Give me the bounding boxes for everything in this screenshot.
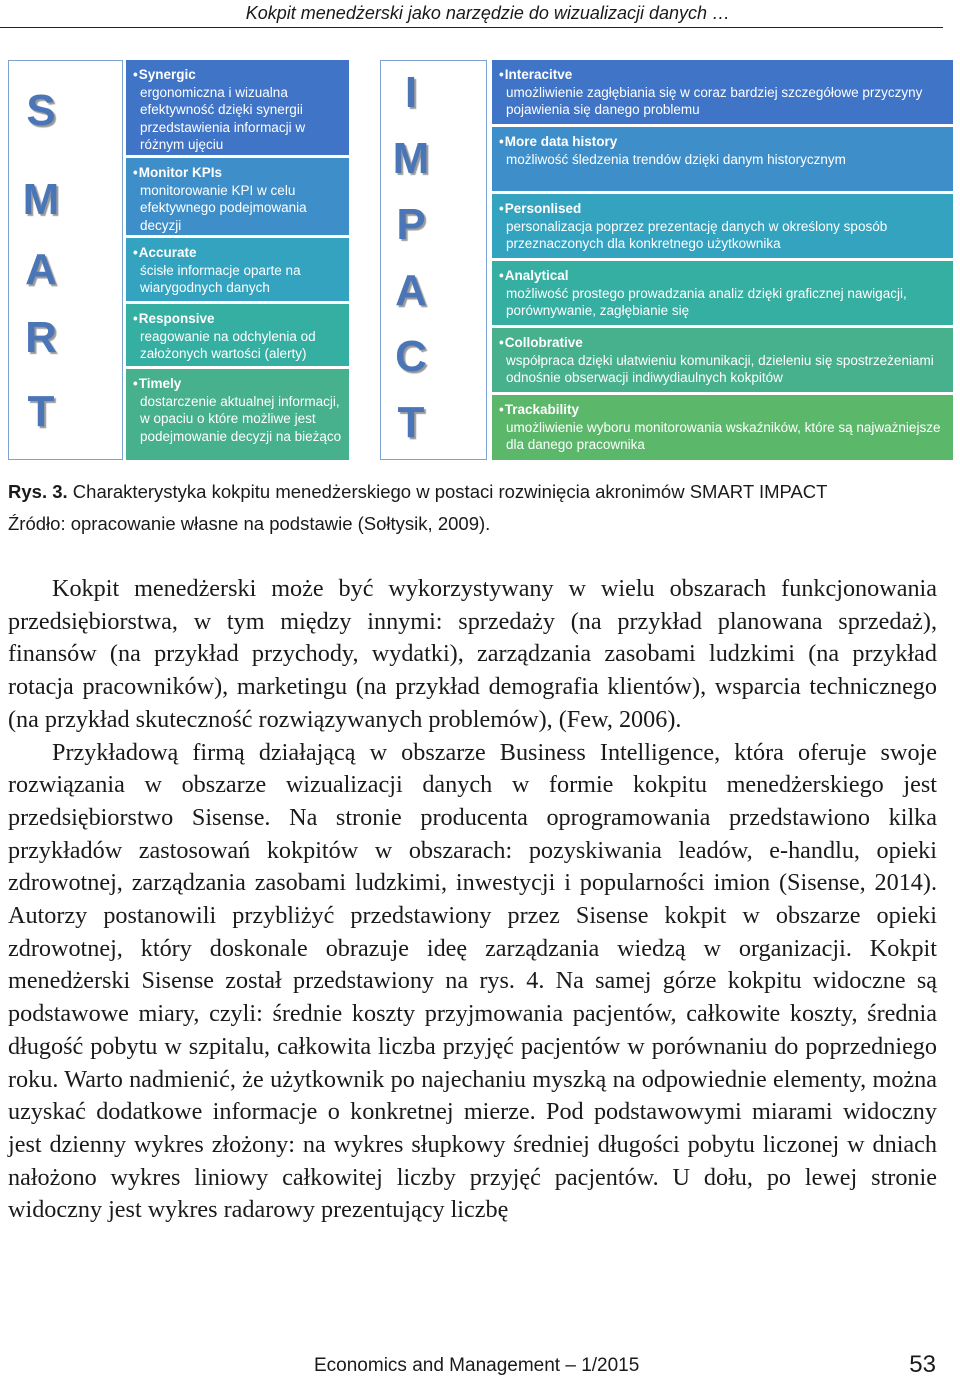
impact-block-title: • Analytical: [499, 267, 947, 285]
impact-block-desc: umożliwienie zagłębiania się w coraz bardziej szczegółowe przyczyny pojawienia się danego problemu: [506, 84, 923, 117]
smart-letter-r: R: [25, 313, 57, 362]
smart-block-desc: reagowanie na odchylenia od założonych wartości (alerty): [140, 328, 316, 361]
smart-letter-s: S: [26, 86, 56, 135]
impact-block-collobrative: [492, 328, 953, 392]
page-footer: [0, 1353, 960, 1381]
smart-impact-figure: [8, 60, 953, 460]
figure-caption: [8, 480, 827, 504]
impact-block-title: • Interacitve: [499, 66, 947, 84]
smart-block-title: • Accurate: [133, 244, 343, 262]
smart-block-synergic: [126, 60, 349, 155]
smart-letter-a: A: [25, 245, 57, 294]
impact-block-desc: możliwość śledzenia trendów dzięki danym historycznym: [506, 151, 846, 167]
journal-name: Economics and Management – 1/2015: [314, 1355, 640, 1376]
paragraph: Przykładową firmą działającą w obszarze Business Intelligence, która oferuje swoje rozwiązania w obszarze wizualizacji danych w formie kokpitu menedżerskiego jest przedsiębiorstwo Sisense. Na stronie producenta oprogramowania przedstawiono kilka przykładów zastosowań kokpitów w obszarach: pozyskiwania leadów, e-handlu, opieki zdrowotnej, zarządzania zasobami ludzkimi, inwestycji i popularności imion (Sisense, 2014). Autorzy postanowili przybliżyć przedstawiony przez Sisense kokpit w obszarze opieki zdrowotnej, który doskonale obrazuje ideę zarządzania wiedzą w organizacji. Kokpit menedżerski Sisense został przedstawiony na rys. 4. Na samej górze kokpitu widoczne są podstawowe miary, czyli: średnie koszty przyjmowania pacjentów, całkowite koszty, średnia długość pobytu w szpitalu, całkowita liczba przyjęć pacjentów w porównaniu do poprzedniego roku. Warto nadmienić, że użytkownik po najechaniu myszką na odpowiednie elementy, można uzyskać dodatkowe informacje o konkretnej mierze. Pod podstawowymi miarami widoczny jest dzienny wykres złożony: na wykres słupkowy średniej długości pobytu liczonej w dniach nałożono wykres liniowy całkowitej liczby przyjęć pacjentów. U dołu, po lewej stronie widoczny jest wykres radarowy prezentujący liczbę: [8, 738, 937, 1224]
impact-letter-a: A: [395, 266, 427, 315]
impact-letter-t: T: [397, 398, 425, 447]
impact-block-desc: umożliwienie wyboru monitorowania wskaźników, które są najważniejsze dla danego pracownika: [506, 419, 941, 452]
impact-block-trackability: [492, 395, 953, 460]
smart-block-title: • Monitor KPIs: [133, 164, 343, 182]
smart-block-title: • Timely: [133, 375, 343, 393]
impact-block-analytical: [492, 261, 953, 325]
impact-letter-m: M: [392, 134, 430, 183]
page-number: 53: [909, 1351, 936, 1378]
impact-block-interactive: [492, 60, 953, 124]
impact-block-personlised: [492, 194, 953, 258]
impact-letter-i: I: [404, 68, 418, 117]
smart-block-accurate: [126, 238, 349, 301]
impact-block-desc: personalizacja poprzez prezentację danych w określony sposób przeznaczonych dla konkretnego użytkownika: [506, 218, 888, 251]
impact-block-title: • More data history: [499, 133, 947, 151]
smart-letters-panel: [8, 60, 123, 460]
smart-block-desc: ergonomiczna i wizualna efektywność dzięki synergii przedstawienia informacji w różnym ujęciu: [140, 84, 306, 152]
smart-block-desc: dostarczenie aktualnej informacji, w opaciu o które możliwe jest podejmowanie decyzji na bieżąco: [140, 393, 342, 444]
impact-block-desc: współpraca dzięki ułatwieniu komunikacji, dzieleniu się spostrzeżeniami odnośnie obserwacji indiwydiaulnych kokpitów: [506, 352, 934, 385]
figure-caption-label: Rys. 3.: [8, 481, 68, 502]
figure-caption-text: Charakterystyka kokpitu menedżerskiego w postaci rozwinięcia akronimów SMART IMPACT: [67, 481, 828, 502]
smart-block-title: • Responsive: [133, 310, 343, 328]
smart-block-desc: monitorowanie KPI w celu efektywnego podejmowania decyzji: [140, 182, 307, 233]
paragraph: Kokpit menedżerski może być wykorzystywany w wielu obszarach funkcjonowania przedsiębiorstwa, w tym między innymi: sprzedaży (na przykład planowana sprzedaż), finansów (na przykład przychody, wydatki), zarządzania zasobami ludzkimi (na przykład rotacja pracowników), marketingu (na przykład demografia klientów), wsparcia technicznego (na przykład skuteczność rozwiązywanych problemów), (Few, 2006).: [8, 575, 937, 733]
smart-letter-t: T: [27, 387, 55, 436]
impact-block-more-data-history: [492, 127, 953, 191]
impact-block-title: • Trackability: [499, 401, 947, 419]
impact-letter-p: P: [396, 200, 426, 249]
smart-block-monitor-kpis: [126, 158, 349, 235]
running-title: Kokpit menedżerski jako narzędzie do wizualizacji danych …: [245, 3, 730, 23]
figure-source: Źródło: opracowanie własne na podstawie (Sołtysik, 2009).: [8, 513, 491, 534]
impact-block-title: • Collobrative: [499, 334, 947, 352]
impact-letter-c: C: [395, 332, 427, 381]
impact-block-title: • Personlised: [499, 200, 947, 218]
body-text: [8, 573, 937, 1227]
running-header: [0, 0, 943, 28]
smart-block-responsive: [126, 304, 349, 366]
smart-letter-m: M: [22, 175, 60, 224]
smart-block-title: • Synergic: [133, 66, 343, 84]
smart-block-desc: ścisłe informacje oparte na wiarygodnych danych: [140, 262, 301, 295]
impact-letters-panel: [380, 60, 487, 460]
impact-block-desc: możliwość prostego prowadzania analiz dzięki graficznej nawigacji, porównywanie, zagłębianie się: [506, 285, 907, 318]
smart-block-timely: [126, 369, 349, 460]
